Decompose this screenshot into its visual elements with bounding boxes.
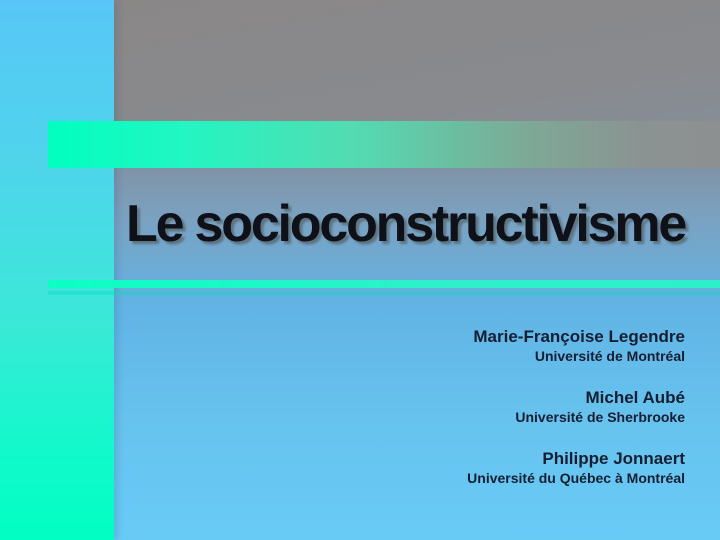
left-accent-bar bbox=[0, 0, 114, 540]
author-name: Marie-Françoise Legendre bbox=[473, 327, 685, 346]
title-underline-shadow bbox=[48, 291, 720, 295]
author-affiliation: Université de Montréal bbox=[534, 348, 685, 364]
author-affiliation: Université du Québec à Montréal bbox=[467, 470, 685, 486]
green-accent-bar bbox=[48, 121, 720, 168]
author-name: Philippe Jonnaert bbox=[542, 449, 685, 468]
title-underline bbox=[48, 280, 720, 288]
author-affiliation: Université de Sherbrooke bbox=[515, 409, 685, 425]
slide-title: Le socioconstructivisme bbox=[126, 195, 686, 253]
author-entry bbox=[467, 388, 685, 427]
author-name: Michel Aubé bbox=[585, 388, 685, 407]
author-entry bbox=[467, 327, 685, 366]
author-block bbox=[467, 327, 685, 488]
author-entry bbox=[467, 449, 685, 488]
